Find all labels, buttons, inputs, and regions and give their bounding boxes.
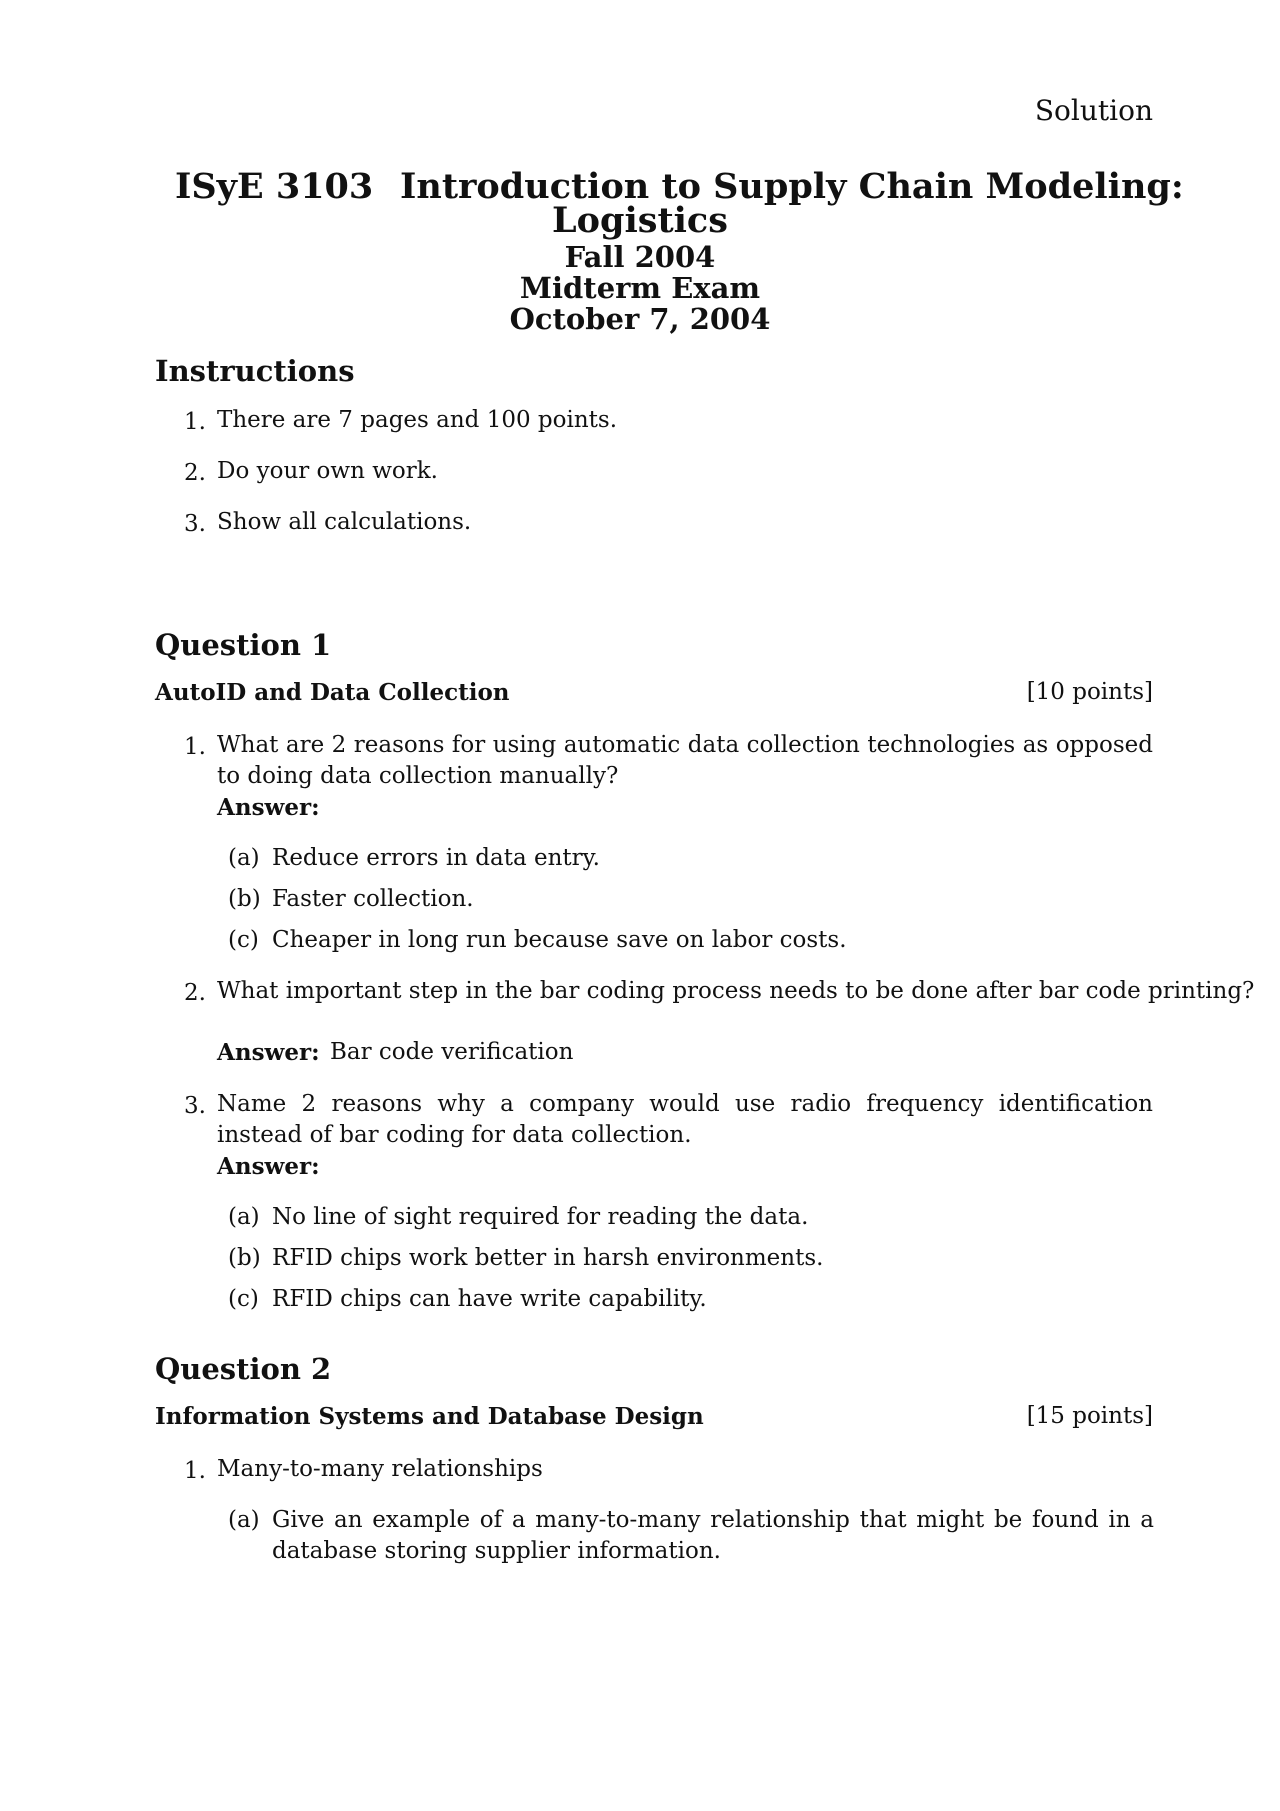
question-text: Name 2 reasons why a company would use radio frequency identification instead of bar coding for data collection.	[217, 1091, 1153, 1148]
sub-item-label: (b)	[228, 886, 261, 912]
question-number: 1.	[184, 734, 206, 760]
sub-item-label: (a)	[228, 845, 260, 871]
question-1-topic: AutoID and Data Collection	[155, 679, 510, 706]
sub-question-text: Give an example of a many-to-many relationship that might be found in a database storing supplier information.	[272, 1507, 1154, 1564]
answer-item: RFID chips work better in harsh environments.	[272, 1245, 824, 1271]
instruction-item: There are 7 pages and 100 points.	[217, 407, 618, 433]
exam-date: October 7, 2004	[509, 302, 771, 336]
instruction-item: Show all calculations.	[217, 509, 472, 535]
course-title-continued: Logistics	[552, 200, 728, 241]
solution-label: Solution	[1034, 94, 1153, 127]
answer-item: No line of sight required for reading the data.	[272, 1204, 809, 1230]
question-2-points: [15 points]	[1026, 1403, 1153, 1429]
instruction-number: 1.	[184, 409, 206, 435]
sub-item-label: (c)	[228, 1286, 259, 1312]
answer-text: Bar code verification	[330, 1039, 574, 1065]
instruction-number: 3.	[184, 511, 206, 537]
question-2-topic: Information Systems and Database Design	[155, 1403, 704, 1430]
sub-item-label: (b)	[228, 1245, 261, 1271]
question-text: What important step in the bar coding process needs to be done after bar code printing?	[217, 978, 1255, 1004]
question-1-points: [10 points]	[1026, 679, 1153, 705]
answer-label: Answer:	[217, 1039, 320, 1066]
instructions-heading: Instructions	[155, 354, 355, 388]
instruction-number: 2.	[184, 460, 206, 486]
sub-item-label: (a)	[228, 1507, 260, 1533]
answer-item: RFID chips can have write capability.	[272, 1286, 707, 1312]
question-text: What are 2 reasons for using automatic data collection technologies as opposed to doing data collection manually?	[217, 732, 1153, 789]
question-number: 3.	[184, 1093, 206, 1119]
instruction-item: Do your own work.	[217, 458, 438, 484]
question-1-heading: Question 1	[155, 628, 332, 662]
question-text: Many-to-many relationships	[217, 1456, 543, 1482]
course-code: ISyE 3103	[175, 166, 374, 207]
term: Fall 2004	[564, 240, 716, 274]
sub-item-label: (c)	[228, 927, 259, 953]
answer-label: Answer:	[217, 1153, 320, 1180]
answer-label: Answer:	[217, 794, 320, 821]
question-2-heading: Question 2	[155, 1352, 332, 1386]
answer-item: Cheaper in long run because save on labor costs.	[272, 927, 847, 953]
question-number: 2.	[184, 980, 206, 1006]
question-number: 1.	[184, 1458, 206, 1484]
answer-item: Reduce errors in data entry.	[272, 845, 600, 871]
exam-name: Midterm Exam	[519, 271, 761, 305]
course-title: Introduction to Supply Chain Modeling:	[400, 166, 1184, 207]
answer-item: Faster collection.	[272, 886, 474, 912]
sub-item-label: (a)	[228, 1204, 260, 1230]
